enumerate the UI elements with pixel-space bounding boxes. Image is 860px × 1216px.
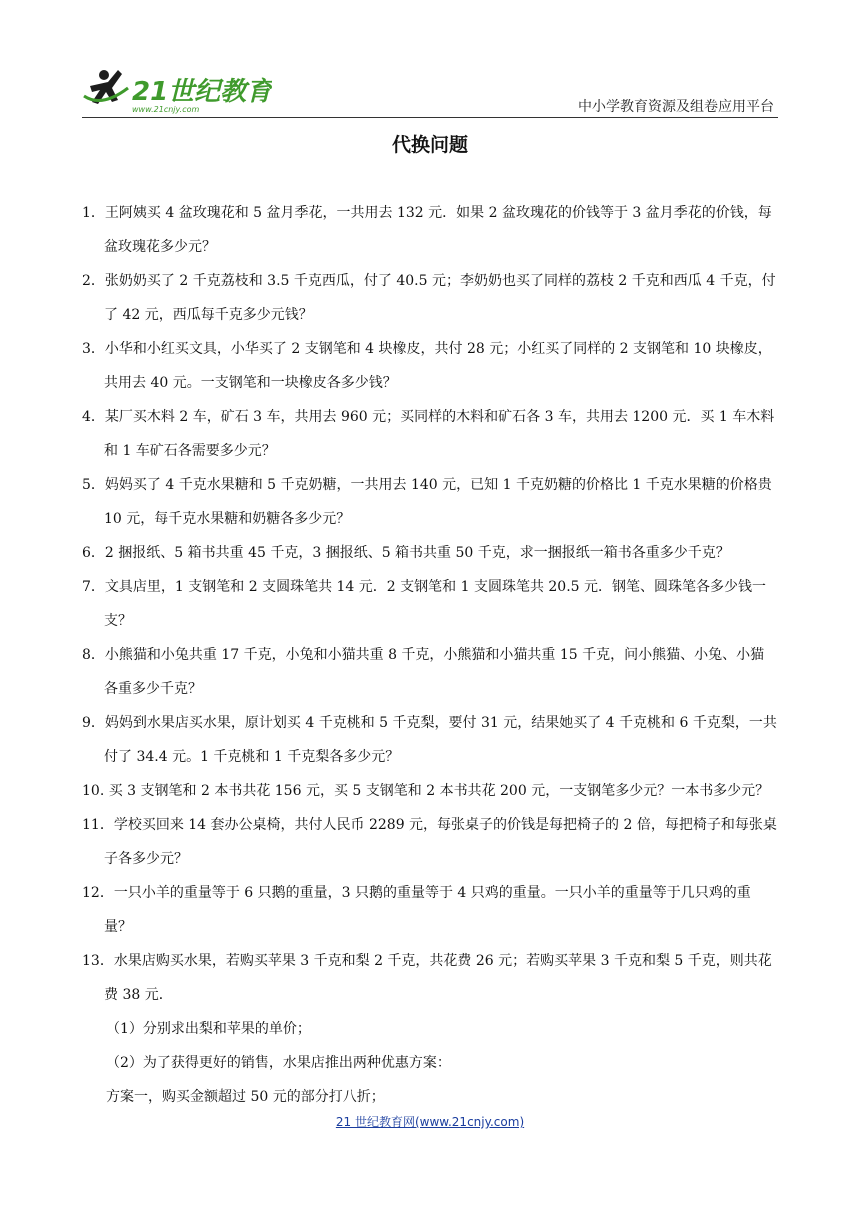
logo-text: 21世纪教育	[132, 77, 272, 107]
problem-12: 12．一只小羊的重量等于 6 只鹅的重量，3 只鹅的重量等于 4 只鸡的重量。一只小羊的重量等于几只鸡的重量？	[82, 885, 751, 935]
problem-list	[82, 196, 778, 1114]
problem-4: 4．某厂买木料 2 车，矿石 3 车，共用去 960 元；买同样的木料和矿石各 3 车，共用去 1200 元．买 1 车木料和 1 车矿石各需要多少元？	[82, 409, 775, 459]
problem-2: 2．张奶奶买了 2 千克荔枝和 3.5 千克西瓜，付了 40.5 元；李奶奶也买了同样的荔枝 2 千克和西瓜 4 千克，付了 42 元，西瓜每千克多少元钱？	[82, 273, 776, 323]
footer-link[interactable]: 21 世纪教育网(www.21cnjy.com)	[335, 1115, 525, 1129]
problem-1: 1．王阿姨买 4 盆玫瑰花和 5 盆月季花，一共用去 132 元．如果 2 盆玫瑰花的价钱等于 3 盆月季花的价钱，每盆玫瑰花多少元？	[82, 205, 772, 255]
sub-item-1: （1）分别求出梨和苹果的单价；	[106, 1021, 311, 1037]
problem-6: 6．2 捆报纸、5 箱书共重 45 千克，3 捆报纸、5 箱书共重 50 千克，求一捆报纸一箱书各重多少千克？	[82, 545, 730, 561]
problem-8: 8．小熊猫和小兔共重 17 千克，小兔和小猫共重 8 千克，小熊猫和小猫共重 15 千克，问小熊猫、小兔、小猫各重多少千克？	[82, 647, 765, 697]
platform-label: 中小学教育资源及组卷应用平台	[578, 99, 774, 115]
problem-5: 5．妈妈买了 4 千克水果糖和 5 千克奶糖，一共用去 140 元，已知 1 千克奶糖的价格比 1 千克水果糖的价格贵 10 元，每千克水果糖和奶糖各多少元？	[82, 477, 772, 527]
problem-9: 9．妈妈到水果店买水果，原计划买 4 千克桃和 5 千克梨，要付 31 元，结果她买了 4 千克桃和 6 千克梨，一共付了 34.4 元。1 千克桃和 1 千克梨各多少元？	[82, 715, 777, 765]
sub-item-3: 方案一，购买金额超过 50 元的部分打八折；	[106, 1089, 385, 1105]
page-title: 代换问题	[391, 134, 468, 156]
problem-3: 3．小华和小红买文具，小华买了 2 支钢笔和 4 块橡皮，共付 28 元；小红买了同样的 2 支钢笔和 10 块橡皮，共用去 40 元。一支钢笔和一块橡皮各多少钱？	[82, 341, 772, 391]
sub-item-2: （2）为了获得更好的销售，水果店推出两种优惠方案：	[106, 1055, 451, 1071]
site-logo	[82, 66, 272, 116]
runner-icon	[84, 70, 128, 104]
problem-13: 13．水果店购买水果，若购买苹果 3 千克和梨 2 千克，共花费 26 元；若购买苹果 3 千克和梨 5 千克，则共花费 38 元．	[82, 953, 772, 1003]
problem-11: 11．学校买回来 14 套办公桌椅，共付人民币 2289 元，每张桌子的价钱是每把椅子的 2 倍，每把椅子和每张桌子各多少元？	[82, 817, 777, 867]
footer	[0, 1113, 860, 1130]
logo-url: www.21cnjy.com	[132, 105, 200, 114]
header-divider	[82, 117, 778, 118]
problem-7: 7．文具店里，1 支钢笔和 2 支圆珠笔共 14 元．2 支钢笔和 1 支圆珠笔共 20.5 元．钢笔、圆珠笔各多少钱一支？	[82, 579, 767, 629]
problem-10: 10. 买 3 支钢笔和 2 本书共花 156 元，买 5 支钢笔和 2 本书共花 200 元，一支钢笔多少元？一本书多少元？	[82, 783, 770, 799]
